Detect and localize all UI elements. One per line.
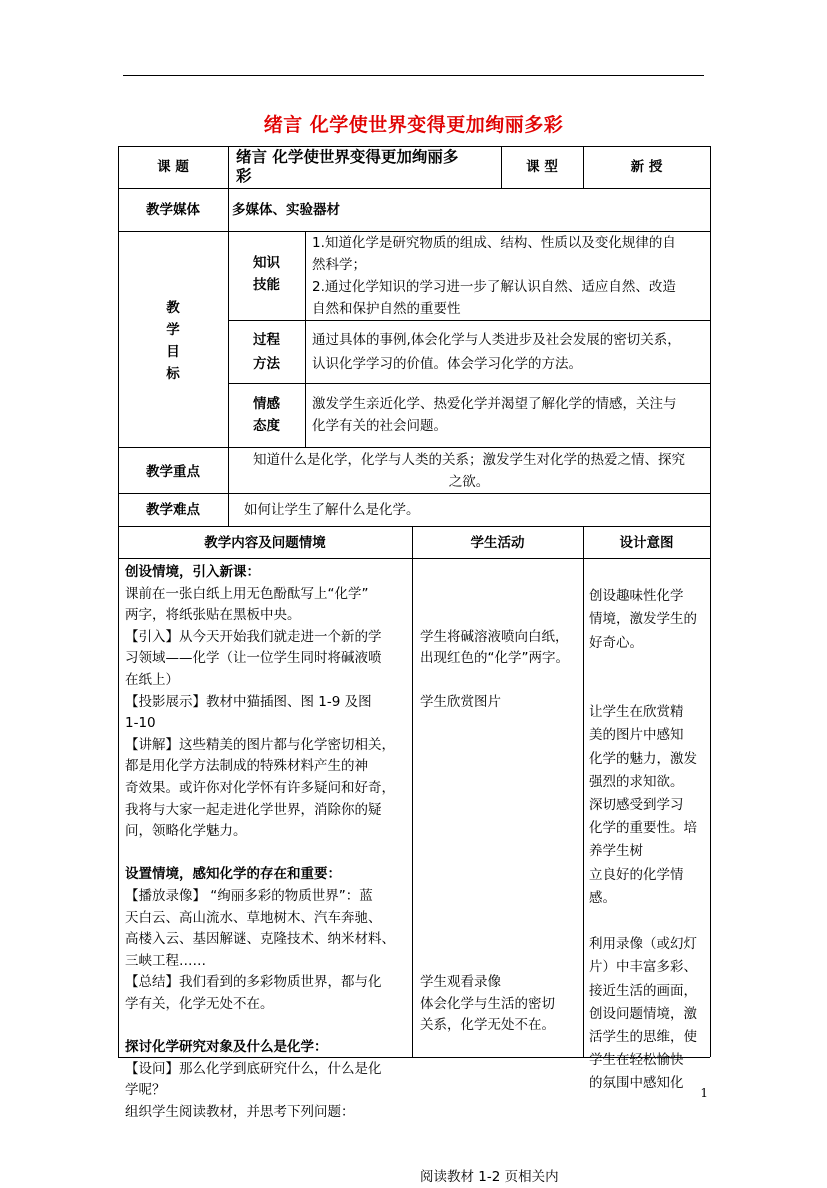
text-line: 在纸上） [125, 671, 179, 688]
text-line [420, 605, 582, 627]
text-line: 【投影展示】教材中猫插图、图 1-9 及图 [125, 693, 372, 710]
text-line [589, 678, 709, 701]
text-line: 情境，激发学生的 [589, 611, 697, 628]
text-line [420, 670, 582, 692]
key-point-text [228, 449, 710, 493]
document-title: 绪言 化学使世界变得更加绚丽多彩 [263, 114, 564, 136]
text-line: 学有关，化学无处不在。 [125, 995, 274, 1012]
text-line: 好奇心。 [589, 634, 643, 651]
knowledge-label [228, 252, 305, 296]
text-line: 阅读教材 1-2 页相关内 [420, 1168, 559, 1185]
text-line: 立良好的化学情 [589, 866, 684, 883]
text-line: 美的图片中感知 [589, 727, 684, 744]
text-line [125, 1015, 410, 1037]
text-line [420, 843, 582, 865]
process-text [312, 328, 710, 376]
text-line: 创设情境，引入新课： [125, 564, 260, 580]
text-line: 强烈的求知欲。 [589, 773, 684, 790]
text-line: 接近生活的画面， [589, 982, 697, 999]
text-line: 课前在一张白纸上用无色酚酞写上“化学” [125, 585, 369, 602]
process-label [228, 328, 305, 376]
text-line: 学生欣赏图片 [420, 693, 501, 710]
text-line: 学生观看录像 [420, 974, 501, 991]
type-label: 课 型 [526, 159, 558, 175]
type-value: 新 授 [630, 159, 663, 175]
text-line: 两字，将纸张贴在黑板中央。 [125, 607, 301, 624]
text-line [420, 735, 582, 757]
text-line [420, 1080, 582, 1102]
text-line [420, 584, 582, 606]
objectives-label [118, 297, 228, 385]
objectives-label-char: 标 [166, 366, 180, 382]
text-line: 探讨化学研究对象及什么是化学： [125, 1039, 328, 1056]
text-line: 【讲解】这些精美的图片都与化学密切相关， [125, 736, 395, 753]
text-line: 我将与大家一起走进化学世界，消除你的疑 [125, 801, 382, 818]
objectives-label-char: 学 [166, 322, 180, 338]
intent-column [589, 562, 709, 1092]
text-line: 天白云、高山流水、草地树木、汽车奔驰、 [125, 909, 382, 926]
text-line: 创设问题情境，激 [589, 1005, 697, 1022]
text-line [420, 1102, 582, 1124]
key-point-label: 教学重点 [146, 464, 200, 480]
text-line [420, 1123, 582, 1145]
text-line: 化学的重要性。培 [589, 820, 697, 837]
text-line: 三峡工程…… [125, 952, 206, 969]
knowledge-line: 自然和保护自然的重要性 [312, 301, 461, 317]
text-line [420, 1059, 582, 1081]
text-line [125, 843, 410, 865]
attitude-label-line: 态度 [253, 418, 280, 434]
text-line: 【播放录像】 “绚丽多彩的物质世界”：蓝 [125, 887, 373, 904]
text-line [420, 886, 582, 908]
difficulty-text: 如何让学生了解什么是化学。 [244, 502, 420, 518]
process-line: 通过具体的事例,体会化学与人类进步及社会发展的密切关系， [312, 332, 681, 348]
text-line [420, 1037, 582, 1059]
intent-header: 设计意图 [619, 535, 674, 551]
attitude-line: 化学有关的社会问题。 [312, 418, 447, 434]
text-line: 【设问】那么化学到底研究什么，什么是化 [125, 1060, 382, 1077]
knowledge-line: 然科学； [312, 257, 366, 273]
text-line: 问，领略化学魅力。 [125, 823, 247, 840]
text-line [420, 1145, 582, 1167]
topic-value-line: 绪言 化学使世界变得更加绚丽多 [236, 148, 459, 166]
text-line: 的氛围中感知化 [589, 1075, 684, 1092]
text-line: 【引入】从今天开始我们就走进一个新的学 [125, 628, 382, 645]
media-value: 多媒体、实验器材 [232, 202, 340, 218]
text-line: 组织学生阅读教材，并思考下列问题： [125, 1103, 355, 1120]
topic-value-line: 彩 [236, 167, 252, 185]
key-point-line: 之欲。 [448, 474, 490, 490]
text-line: 让学生在欣赏精 [589, 704, 684, 721]
attitude-label-line: 情感 [253, 396, 280, 412]
attitude-line: 激发学生亲近化学、热爱化学并渴望了解化学的情感，关注与 [312, 396, 677, 412]
text-line: 活学生的思维，使 [589, 1029, 697, 1046]
text-line: 片）中丰富多彩、 [589, 959, 697, 976]
knowledge-label-line: 知识 [253, 255, 280, 271]
attitude-label [228, 393, 305, 437]
content-column [125, 562, 410, 1120]
text-line [420, 562, 582, 584]
objectives-label-char: 教 [166, 300, 180, 316]
text-line: 感。 [589, 889, 616, 906]
text-line [420, 713, 582, 735]
topic-value [236, 148, 501, 186]
text-line [420, 778, 582, 800]
text-line [420, 864, 582, 886]
text-line: 关系，化学无处不在。 [420, 1017, 555, 1034]
process-line: 认识化学学习的价值。体会学习化学的方法。 [312, 356, 582, 372]
text-line: 体会化学与生活的密切 [420, 995, 555, 1012]
text-line [420, 929, 582, 951]
activity-column [420, 562, 582, 1185]
text-line: 化学的魅力，激发 [589, 750, 697, 767]
text-line: 利用录像（或幻灯 [589, 936, 697, 953]
text-line [420, 821, 582, 843]
text-line: 创设趣味性化学 [589, 588, 684, 605]
text-line [589, 655, 709, 678]
text-line: 出现红色的“化学”两字。 [420, 650, 569, 667]
text-line: 深切感受到学习 [589, 797, 684, 814]
header-rule [123, 75, 704, 76]
activity-header: 学生活动 [470, 535, 525, 551]
knowledge-label-line: 技能 [253, 277, 280, 293]
media-label: 教学媒体 [146, 202, 200, 218]
content-header: 教学内容及问题情境 [204, 535, 326, 551]
text-line: 都是用化学方法制成的特殊材料产生的神 [125, 758, 368, 775]
knowledge-text [312, 232, 710, 320]
text-line: 高楼入云、基因解谜、克隆技术、纳米材料、 [125, 931, 395, 948]
process-label-line: 过程 [253, 332, 280, 348]
difficulty-label: 教学难点 [146, 502, 200, 518]
text-line: 奇效果。或许你对化学怀有许多疑问和好奇， [125, 779, 395, 796]
page-number: 1 [700, 1086, 708, 1100]
key-point-line: 知道什么是化学，化学与人类的关系；激发学生对化学的热爱之情、探究 [253, 452, 685, 468]
text-line: 学生在轻松愉快 [589, 1052, 684, 1069]
text-line: 养学生树 [589, 843, 643, 860]
text-line [420, 908, 582, 930]
text-line [420, 756, 582, 778]
text-line [589, 910, 709, 933]
objectives-label-char: 目 [166, 344, 180, 360]
knowledge-line: 2.通过化学知识的学习进一步了解认识自然、适应自然、改造 [312, 279, 676, 295]
text-line: 设置情境，感知化学的存在和重要： [125, 866, 341, 883]
process-label-line: 方法 [253, 356, 280, 372]
text-line [420, 800, 582, 822]
text-line: 习领域——化学（让一位学生同时将碱液喷 [125, 650, 382, 667]
text-line [420, 951, 582, 973]
text-line: 1-10 [125, 715, 156, 732]
attitude-text [312, 393, 710, 437]
text-line: 学呢？ [125, 1082, 166, 1099]
topic-label: 课 题 [157, 159, 189, 175]
knowledge-line: 1.知道化学是研究物质的组成、结构、性质以及变化规律的自 [312, 235, 676, 251]
text-line: 【总结】我们看到的多彩物质世界，都与化 [125, 974, 382, 991]
text-line: 学生将碱溶液喷向白纸， [420, 628, 569, 645]
text-line [589, 562, 709, 585]
